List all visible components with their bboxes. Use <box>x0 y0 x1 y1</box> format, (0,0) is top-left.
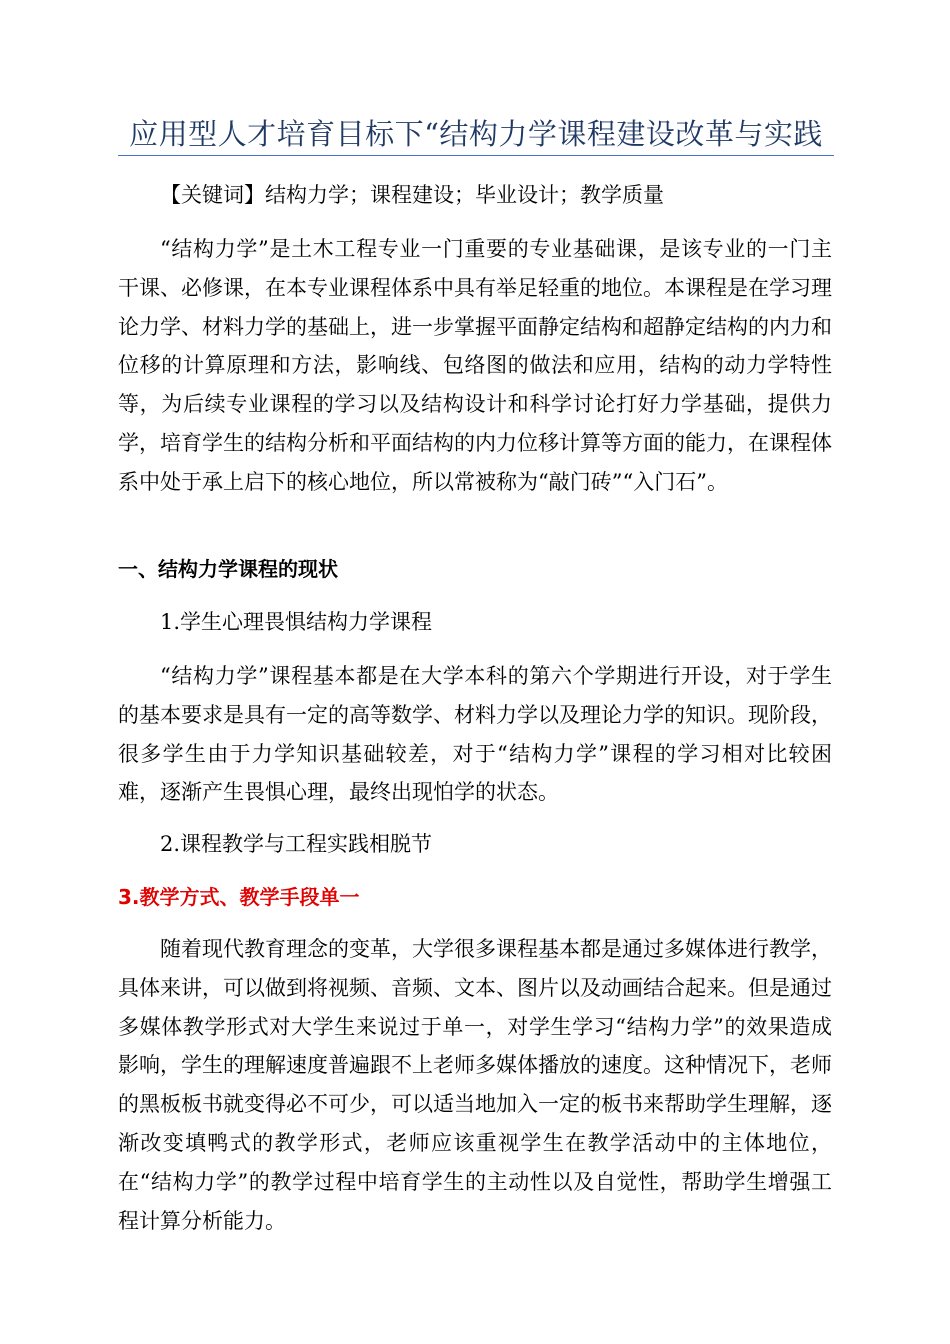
subsection-heading-1: 1.学生心理畏惧结构力学课程 <box>160 610 433 634</box>
keywords-line: 【关键词】结构力学；课程建设；毕业设计；教学质量 <box>160 183 664 207</box>
subsection-1-paragraph: “结构力学”课程基本都是在大学本科的第六个学期进行开设，对于学生的基本要求是具有一定的高等数学、材料力学以及理论力学的知识。现阶段，很多学生由于力学知识基础较差，对于“结构力学”课程的学习相对比较困难，逐渐产生畏惧心理，最终出现怕学的状态。 <box>118 664 832 805</box>
title-underline-rule <box>118 155 834 156</box>
subsection-3-paragraph: 随着现代教育理念的变革，大学很多课程基本都是通过多媒体进行教学，具体来讲，可以做到将视频、音频、文本、图片以及动画结合起来。但是通过多媒体教学形式对大学生来说过于单一，对学生学习“结构力学”的效果造成影响，学生的理解速度普遍跟不上老师多媒体播放的速度。这种情况下，老师的黑板板书就变得必不可少，可以适当地加入一定的板书来帮助学生理解，逐渐改变填鸭式的教学形式，老师应该重视学生在教学活动中的主体地位，在“结构力学”的教学过程中培育学生的主动性以及自觉性，帮助学生增强工程计算分析能力。 <box>118 937 832 1233</box>
section-heading-1: 一、结构力学课程的现状 <box>118 557 338 581</box>
subsection-heading-3: 3.教学方式、教学手段单一 <box>118 885 360 909</box>
subsection-heading-2: 2.课程教学与工程实践相脱节 <box>160 832 433 856</box>
document-title: 应用型人才培育目标下“结构力学课程建设改革与实践 <box>129 117 823 151</box>
intro-paragraph: “结构力学”是土木工程专业一门重要的专业基础课，是该专业的一门主干课、必修课，在本专业课程体系中具有举足轻重的地位。本课程是在学习理论力学、材料力学的基础上，进一步掌握平面静定结构和超静定结构的内力和位移的计算原理和方法，影响线、包络图的做法和应用，结构的动力学特性等，为后续专业课程的学习以及结构设计和科学讨论打好力学基础，提供力学，培育学生的结构分析和平面结构的内力位移计算等方面的能力，在课程体系中处于承上启下的核心地位，所以常被称为“敲门砖”“入门石”。 <box>118 237 832 494</box>
